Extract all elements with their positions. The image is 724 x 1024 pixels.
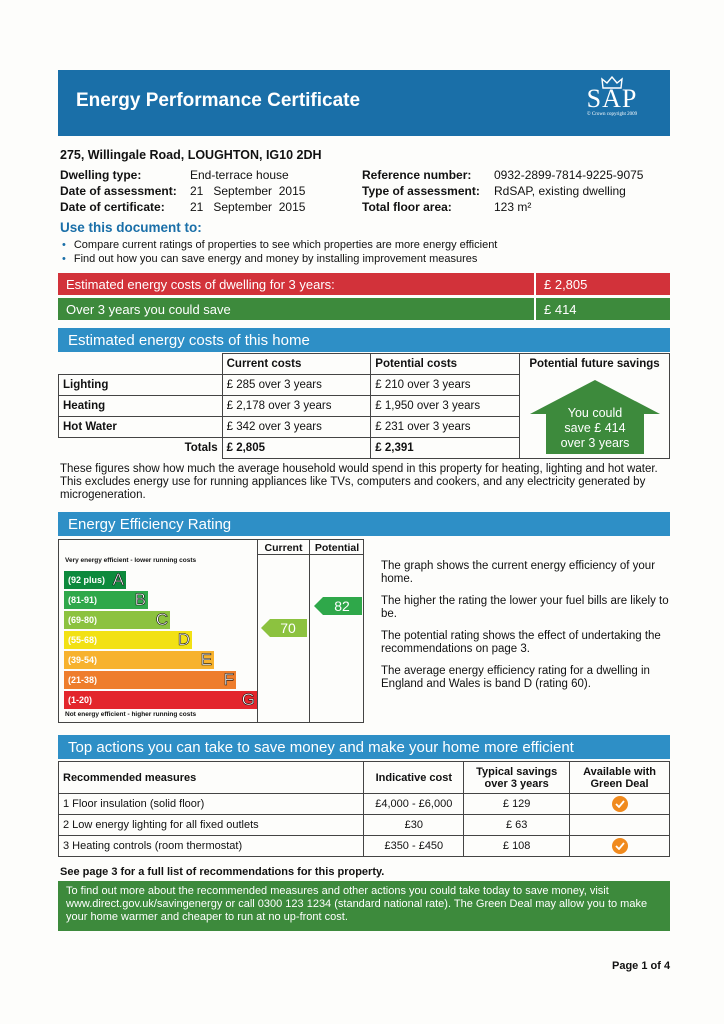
totals-row <box>59 438 520 459</box>
advice-footer: To find out more about the recommended measures and other actions you could take today to save money, visit www.direct.gov.uk/savingenergy or call 0300 123 1234 (standard national rate). The Green Deal may allow you to make your home warmer and cheaper to run at no up-front cost. <box>58 881 670 931</box>
details-left <box>60 167 305 215</box>
current-cost: £ 285 over 3 years <box>222 375 371 396</box>
band-letter: D <box>177 630 190 649</box>
use-document-title: Use this document to: <box>60 220 202 235</box>
future-savings-box <box>519 353 670 459</box>
green-deal-cell <box>570 794 670 815</box>
energy-costs-value: £ 2,805 <box>534 273 670 295</box>
details-right <box>362 167 643 215</box>
table-header-cell: Indicative cost <box>364 762 464 794</box>
savings-line: save £ 414 <box>564 421 626 435</box>
potential-rating-value: 82 <box>334 598 350 614</box>
detail-label: Dwelling type: <box>60 168 142 182</box>
detail-value: RdSAP, existing dwelling <box>494 184 626 198</box>
measure-cost: £4,000 - £6,000 <box>364 794 464 815</box>
detail-value: 123 m² <box>494 200 532 214</box>
property-address: 275, Willingale Road, LOUGHTON, IG10 2DH <box>60 148 322 162</box>
current-rating-arrow <box>261 619 307 637</box>
green-deal-cell <box>570 815 670 836</box>
potential-cost: £ 210 over 3 years <box>371 375 520 396</box>
table-header-cell: Typical savings over 3 years <box>464 762 570 794</box>
current-column-header: Current <box>258 540 309 555</box>
detail-label: Date of assessment: <box>60 184 177 198</box>
band-letter: B <box>134 590 146 609</box>
page-number: Page 1 of 4 <box>612 960 671 972</box>
actions-section-title: Top actions you can take to save money and make your home more efficient <box>58 735 670 759</box>
current-rating-value: 70 <box>280 620 296 636</box>
sap-logo-text: SAP <box>586 84 638 113</box>
table-header-row <box>59 762 670 794</box>
detail-label: Date of certificate: <box>60 200 165 214</box>
rating-section-title: Energy Efficiency Rating <box>58 512 670 536</box>
current-cost: £ 2,178 over 3 years <box>222 396 371 417</box>
detail-value: 21 September 2015 <box>190 184 306 198</box>
crown-copyright: © Crown copyright 2009 <box>586 112 638 117</box>
band-letter: G <box>241 690 255 709</box>
costs-section-title: Estimated energy costs of this home <box>58 328 670 352</box>
savings-line: You could <box>567 406 623 420</box>
current-cost: £ 342 over 3 years <box>222 417 371 438</box>
table-header-row <box>59 354 520 375</box>
table-header-cell: Available with Green Deal <box>570 762 670 794</box>
rating-paragraph: The average energy efficiency rating for a dwelling in England and Wales is band D (rating 60). <box>381 665 650 690</box>
detail-label: Total floor area: <box>362 200 452 214</box>
savings-value: £ 414 <box>534 298 670 320</box>
rating-bottom-label: Not energy efficient - higher running costs <box>65 711 197 718</box>
row-label: Hot Water <box>59 417 223 438</box>
table-header-cell: Recommended measures <box>59 762 364 794</box>
measure-saving: £ 129 <box>464 794 570 815</box>
table-row <box>59 375 520 396</box>
band-range: (55-68) <box>68 635 98 645</box>
rating-top-label: Very energy efficient - lower running costs <box>65 557 197 564</box>
row-label: Heating <box>59 396 223 417</box>
savings-house-text <box>528 406 662 451</box>
table-header-cell <box>59 354 223 375</box>
table-row <box>59 815 670 836</box>
rating-band-f <box>64 671 236 689</box>
savings-label: Over 3 years you could save <box>66 301 231 317</box>
energy-costs-bar <box>58 273 670 295</box>
rating-band-c <box>64 611 170 629</box>
detail-label: Reference number: <box>362 168 472 182</box>
potential-column <box>309 540 364 723</box>
potential-cost: £ 1,950 over 3 years <box>371 396 520 417</box>
potential-column-header: Potential <box>310 540 364 555</box>
band-letter: A <box>112 570 124 589</box>
future-savings-title: Potential future savings <box>529 358 660 370</box>
detail-value: 0932-2899-7814-9225-9075 <box>494 168 644 182</box>
measure-saving: £ 108 <box>464 836 570 857</box>
totals-current: £ 2,805 <box>222 438 371 459</box>
table-row <box>59 794 670 815</box>
energy-costs-label: Estimated energy costs of dwelling for 3 years: <box>66 276 335 292</box>
rating-paragraph: The graph shows the current energy efficiency of your home. <box>381 560 656 585</box>
savings-bar <box>58 298 670 320</box>
rating-band-a <box>64 571 126 589</box>
band-range: (39-54) <box>68 655 98 665</box>
green-deal-tick-icon <box>612 838 628 854</box>
rating-chart <box>58 539 364 723</box>
rating-explanation <box>381 560 671 700</box>
green-deal-tick-icon <box>612 796 628 812</box>
sap-logo <box>572 76 652 132</box>
detail-value: 21 September 2015 <box>190 200 306 214</box>
measure-cost: £350 - £450 <box>364 836 464 857</box>
green-deal-cell <box>570 836 670 857</box>
costs-note: These figures show how much the average household would spend in this property for heating, lighting and hot water. This excludes energy use for running appliances like TVs, computers and cookers, and any electricity generated by microgeneration. <box>60 463 658 501</box>
use-document-bullets <box>62 238 497 266</box>
measure-name: 1 Floor insulation (solid floor) <box>59 794 364 815</box>
band-range: (69-80) <box>68 615 98 625</box>
band-range: (81-91) <box>68 595 98 605</box>
rating-paragraph: The potential rating shows the effect of undertaking the recommendations on page 3. <box>381 630 661 655</box>
totals-potential: £ 2,391 <box>371 438 520 459</box>
band-range: (1-20) <box>68 695 93 705</box>
rating-band-g <box>64 691 257 709</box>
band-letter: F <box>223 670 234 689</box>
table-row <box>59 396 520 417</box>
row-label: Lighting <box>59 375 223 396</box>
see-page-note: See page 3 for a full list of recommendations for this property. <box>60 866 385 878</box>
bullet-item: • Compare current ratings of properties to see which properties are more energy efficient <box>62 238 497 252</box>
detail-label: Type of assessment: <box>362 184 480 198</box>
band-range: (92 plus) <box>68 575 106 585</box>
measure-name: 3 Heating controls (room thermostat) <box>59 836 364 857</box>
band-range: (21-38) <box>68 675 98 685</box>
certificate-header <box>58 70 670 136</box>
measure-name: 2 Low energy lighting for all fixed outlets <box>59 815 364 836</box>
rating-band-d <box>64 631 192 649</box>
potential-rating-arrow <box>314 597 362 615</box>
table-row <box>59 836 670 857</box>
totals-label: Totals <box>184 442 218 455</box>
actions-table <box>58 761 670 857</box>
measure-saving: £ 63 <box>464 815 570 836</box>
band-letter: E <box>200 650 212 669</box>
savings-line: over 3 years <box>560 436 630 450</box>
rating-paragraph: The higher the rating the lower your fuel bills are likely to be. <box>381 595 669 620</box>
costs-table <box>58 353 520 459</box>
detail-value: End-terrace house <box>190 168 289 182</box>
table-header-cell: Current costs <box>222 354 371 375</box>
table-header-cell: Potential costs <box>371 354 520 375</box>
rating-band-b <box>64 591 148 609</box>
potential-cost: £ 231 over 3 years <box>371 417 520 438</box>
page-title: Energy Performance Certificate <box>76 90 361 111</box>
band-letter: C <box>155 610 168 629</box>
table-row <box>59 417 520 438</box>
bullet-item: • Find out how you can save energy and money by installing improvement measures <box>62 252 497 266</box>
rating-band-e <box>64 651 214 669</box>
measure-cost: £30 <box>364 815 464 836</box>
